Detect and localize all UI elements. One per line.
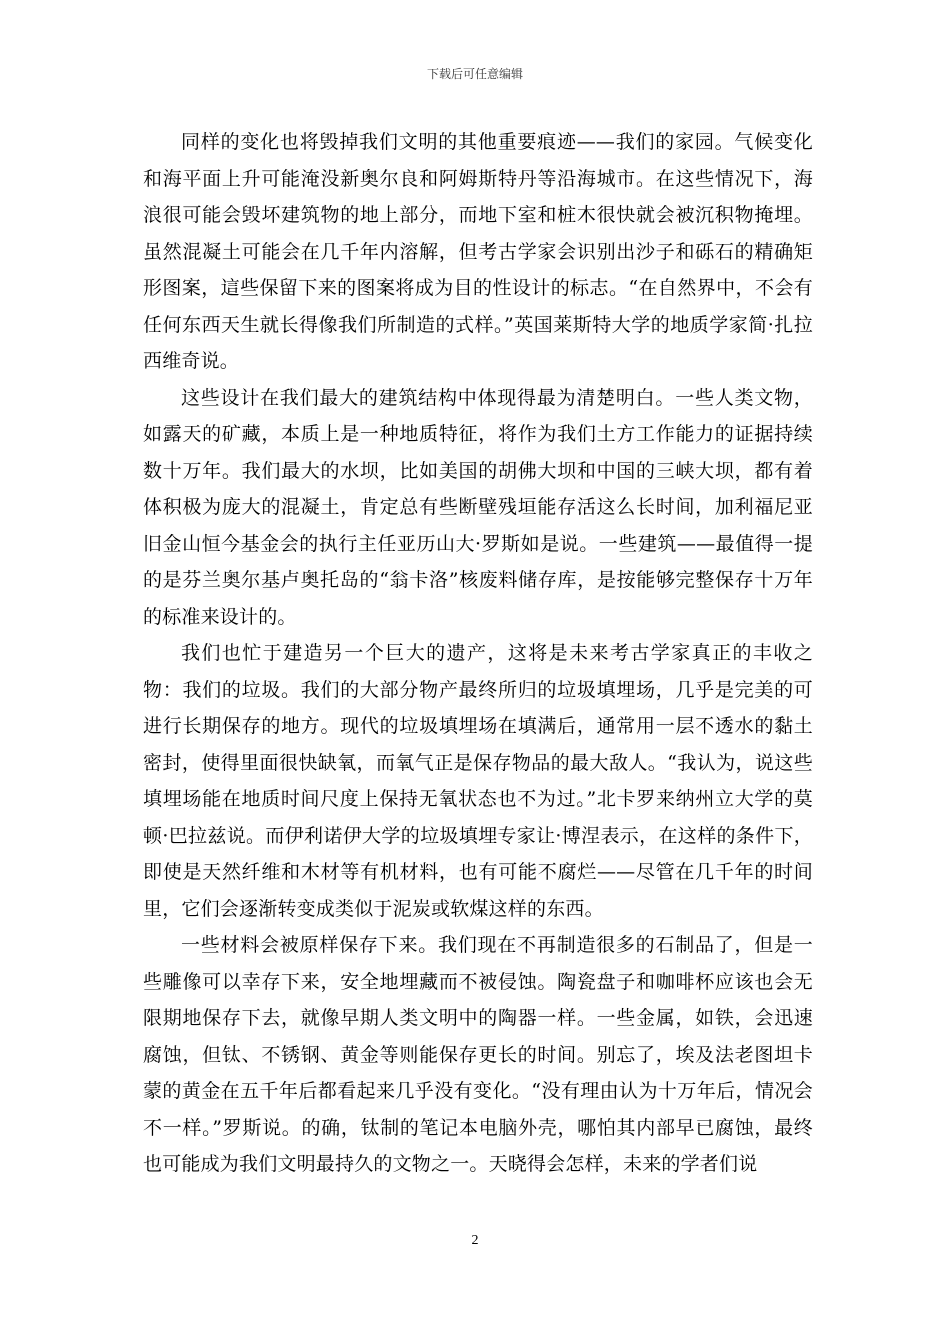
paragraph-3: 我们也忙于建造另一个巨大的遗产，这将是未来考古学家真正的丰收之物：我们的垃圾。我们的大部分物产最终所归的垃圾填埋场，几乎是完美的可进行长期保存的地方。现代的垃圾填埋场在填满后，通常用一层不透水的黏土密封，使得里面很快缺氧，而氧气正是保存物品的最大敌人。“我认为，说这些填埋场能在地质时间尺度上保持无氧状态也不为过。”北卡罗来纳州立大学的莫顿·巴拉兹说。而伊利诺伊大学的垃圾填埋专家让·博涅表示，在这样的条件下，即使是天然纤维和木材等有机材料，也有可能不腐烂——尽管在几千年的时间里，它们会逐渐转变成类似于泥炭或软煤这样的东西。	[143, 642, 813, 920]
page-header: 下载后可任意编辑	[426, 67, 523, 81]
paragraph-1: 同样的变化也将毁掉我们文明的其他重要痕迹——我们的家园。气候变化和海平面上升可能淹没新奥尔良和阿姆斯特丹等沿海城市。在这些情况下，海浪很可能会毁坏建筑物的地上部分，而地下室和桩木很快就会被沉积物掩埋。虽然混凝土可能会在几千年内溶解，但考古学家会识别出沙子和砾石的精确矩形图案，這些保留下来的图案将成为目的性设计的标志。“在自然界中，不会有任何东西天生就长得像我们所制造的式样。”英国莱斯特大学的地质学家简·扎拉西维奇说。	[143, 131, 813, 372]
page-number: 2	[471, 1233, 479, 1248]
document-body	[143, 124, 813, 1183]
paragraph-4: 一些材料会被原样保存下来。我们现在不再制造很多的石制品了，但是一些雕像可以幸存下来，安全地埋藏而不被侵蚀。陶瓷盘子和咖啡杯应该也会无限期地保存下去，就像早期人类文明中的陶器一样。一些金属，如铁，会迅速腐蚀，但钛、不锈钢、黄金等则能保存更长的时间。别忘了，埃及法老图坦卡蒙的黄金在五千年后都看起来几乎没有变化。“没有理由认为十万年后，情况会不一样。”罗斯说。的确，钛制的笔记本电脑外壳，哪怕其内部早已腐蚀，最终也可能成为我们文明最持久的文物之一。天晓得会怎样，未来的学者们说	[143, 934, 813, 1175]
paragraph-2: 这些设计在我们最大的建筑结构中体现得最为清楚明白。一些人类文物，如露天的矿藏，本质上是一种地质特征，将作为我们土方工作能力的证据持续数十万年。我们最大的水坝，比如美国的胡佛大坝和中国的三峡大坝，都有着体积极为庞大的混凝土，肯定总有些断壁残垣能存活这么长时间，加利福尼亚旧金山恒今基金会的执行主任亚历山大·罗斯如是说。一些建筑——最值得一提的是芬兰奥尔基卢奥托岛的“翁卡洛”核废料储存库，是按能够完整保存十万年的标准来设计的。	[143, 386, 813, 628]
